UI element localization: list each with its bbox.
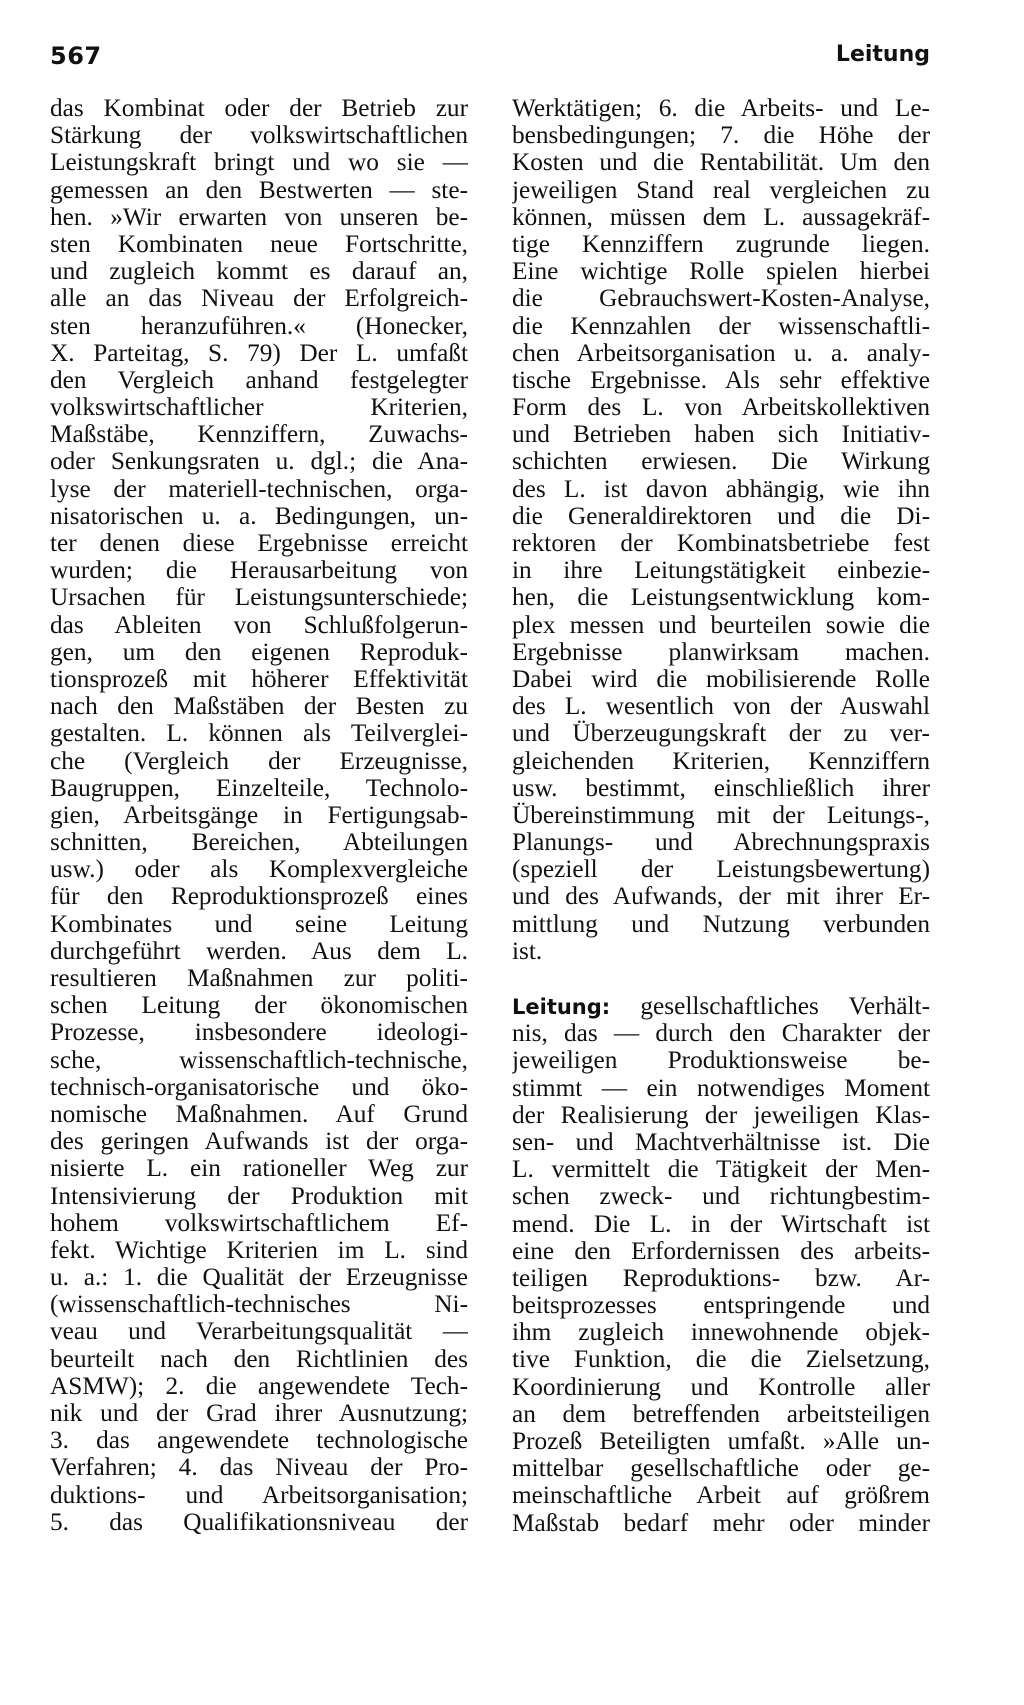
text-line: Werktätigen; 6. die Arbeits- und Le- bbox=[512, 95, 930, 122]
text-line: mittelbar gesellschaftliche oder ge- bbox=[512, 1455, 930, 1483]
text-line: an dem betreffenden arbeitsteiligen bbox=[512, 1400, 930, 1428]
text-line: und zugleich kommt es darauf an, bbox=[50, 258, 468, 286]
text-line: tive Funktion, die die Zielsetzung, bbox=[512, 1346, 930, 1374]
right-column-paragraph-1 bbox=[512, 95, 930, 965]
text-line: gleichenden Kriterien, Kennziffern bbox=[512, 747, 930, 775]
text-line: Ergebnisse planwirksam machen. bbox=[512, 638, 930, 666]
text-line: Maßstab bedarf mehr oder minder bbox=[512, 1509, 930, 1537]
right-text-column bbox=[512, 95, 930, 1537]
entry-first-line-text: gesellschaftliches Verhält- bbox=[640, 993, 930, 1020]
text-line: können, müssen dem L. aussagekräf- bbox=[512, 203, 930, 231]
text-line: in ihre Leitungstätigkeit einbezie- bbox=[512, 557, 930, 585]
text-line: sten Kombinaten neue Fortschritte, bbox=[50, 230, 468, 258]
right-column-paragraph-2 bbox=[512, 1020, 930, 1537]
text-line: hohem volkswirtschaftlichem Ef- bbox=[50, 1209, 468, 1237]
text-line: ter denen diese Ergebnisse erreicht bbox=[50, 530, 468, 557]
running-head: Leitung bbox=[835, 42, 930, 67]
text-line: usw.) oder als Komplexvergleiche bbox=[50, 856, 468, 884]
text-line: 3. das angewendete technologische bbox=[50, 1427, 468, 1455]
text-line: Intensivierung der Produktion mit bbox=[50, 1182, 468, 1210]
text-line: Stärkung der volkswirtschaftlichen bbox=[50, 122, 468, 150]
text-line: schnitten, Bereichen, Abteilungen bbox=[50, 829, 468, 857]
left-text-column bbox=[50, 95, 468, 1536]
text-line: schen Leitung der ökonomischen bbox=[50, 992, 468, 1020]
text-line: des L. ist davon abhängig, wie ihn bbox=[512, 475, 930, 503]
text-line: des geringen Aufwands ist der orga- bbox=[50, 1128, 468, 1156]
text-line: volkswirtschaftlicher Kriterien, bbox=[50, 394, 468, 422]
text-line: und des Aufwands, der mit ihrer Er- bbox=[512, 883, 930, 911]
text-line: gien, Arbeitsgänge in Fertigungsab- bbox=[50, 801, 468, 829]
text-line: tische Ergebnisse. Als sehr effektive bbox=[512, 366, 930, 394]
text-line: die Gebrauchswert-Kosten-Analyse, bbox=[512, 285, 930, 313]
text-line: resultieren Maßnahmen zur politi- bbox=[50, 965, 468, 992]
text-line: gemessen an den Bestwerten — ste- bbox=[50, 176, 468, 204]
text-line: Übereinstimmung mit der Leitungs-, bbox=[512, 801, 930, 829]
text-line: das Kombinat oder der Betrieb zur bbox=[50, 95, 468, 122]
text-line: L. vermittelt die Tätigkeit der Men- bbox=[512, 1156, 930, 1184]
text-line: Dabei wird die mobilisierende Rolle bbox=[512, 665, 930, 693]
text-line: nomische Maßnahmen. Auf Grund bbox=[50, 1100, 468, 1128]
text-line: jeweiligen Produktionsweise be- bbox=[512, 1047, 930, 1075]
text-line: sten heranzuführen.« (Honecker, bbox=[50, 312, 468, 340]
text-line: nis, das — durch den Charakter der bbox=[512, 1020, 930, 1048]
text-line: Form des L. von Arbeitskollektiven bbox=[512, 394, 930, 422]
text-line: nisierte L. ein rationeller Weg zur bbox=[50, 1155, 468, 1183]
text-line: für den Reproduktionsprozeß eines bbox=[50, 883, 468, 911]
page-header bbox=[50, 42, 930, 82]
text-line: Maßstäbe, Kennziffern, Zuwachs- bbox=[50, 421, 468, 449]
text-line: Koordinierung und Kontrolle aller bbox=[512, 1373, 930, 1401]
text-line: Prozeß Beteiligten umfaßt. »Alle un- bbox=[512, 1428, 930, 1455]
text-line: (speziell der Leistungsbewertung) bbox=[512, 856, 930, 884]
text-line: tionsprozeß mit höherer Effektivität bbox=[50, 665, 468, 693]
text-line: tige Kennziffern zugrunde liegen. bbox=[512, 230, 930, 258]
text-line: (wissenschaftlich-technisches Ni- bbox=[50, 1291, 468, 1319]
text-line: alle an das Niveau der Erfolgreich- bbox=[50, 285, 468, 313]
text-line: beitsprozesses entspringende und bbox=[512, 1292, 930, 1320]
text-line: gen, um den eigenen Reproduk- bbox=[50, 638, 468, 666]
text-line: das Ableiten von Schlußfolgerun- bbox=[50, 611, 468, 639]
text-line: wurden; die Herausarbeitung von bbox=[50, 557, 468, 585]
text-line: Planungs- und Abrechnungspraxis bbox=[512, 829, 930, 857]
text-line: sche, wissenschaftlich-technische, bbox=[50, 1046, 468, 1074]
text-line: beurteilt nach den Richtlinien des bbox=[50, 1345, 468, 1373]
text-line: nach den Maßstäben der Besten zu bbox=[50, 693, 468, 721]
entry-first-line bbox=[512, 993, 930, 1020]
text-line: gestalten. L. können als Teilverglei- bbox=[50, 720, 468, 748]
text-line: Baugruppen, Einzelteile, Technolo- bbox=[50, 774, 468, 802]
text-line: Verfahren; 4. das Niveau der Pro- bbox=[50, 1454, 468, 1482]
text-line: usw. bestimmt, einschließlich ihrer bbox=[512, 774, 930, 802]
text-line: plex messen und beurteilen sowie die bbox=[512, 611, 930, 639]
text-line: fekt. Wichtige Kriterien im L. sind bbox=[50, 1236, 468, 1264]
text-line: duktions- und Arbeitsorganisation; bbox=[50, 1481, 468, 1509]
text-line: und Überzeugungskraft der zu ver- bbox=[512, 720, 930, 748]
paragraph-gap bbox=[512, 965, 930, 993]
text-line: Kombinates und seine Leitung bbox=[50, 910, 468, 938]
text-line: mittlung und Nutzung verbunden bbox=[512, 910, 930, 938]
text-line: Prozesse, insbesondere ideologi- bbox=[50, 1019, 468, 1047]
text-line: oder Senkungsraten u. dgl.; die Ana- bbox=[50, 448, 468, 476]
text-line: meinschaftliche Arbeit auf größrem bbox=[512, 1482, 930, 1510]
text-line: rektoren der Kombinatsbetriebe fest bbox=[512, 530, 930, 557]
text-line: des L. wesentlich von der Auswahl bbox=[512, 693, 930, 721]
text-line: sen- und Machtverhältnisse ist. Die bbox=[512, 1128, 930, 1156]
text-line: ist. bbox=[512, 937, 543, 965]
text-line: eine den Erfordernissen des arbeits- bbox=[512, 1237, 930, 1265]
text-line: den Vergleich anhand festgelegter bbox=[50, 366, 468, 394]
text-line: u. a.: 1. die Qualität der Erzeugnisse bbox=[50, 1264, 468, 1292]
text-line: 5. das Qualifikationsniveau der bbox=[50, 1508, 468, 1536]
text-line: schen zweck- und richtungbestim- bbox=[512, 1183, 930, 1211]
text-line: che (Vergleich der Erzeugnisse, bbox=[50, 747, 468, 775]
text-line: stimmt — ein notwendiges Moment bbox=[512, 1074, 930, 1102]
text-line: lyse der materiell-technischen, orga- bbox=[50, 475, 468, 503]
text-line: hen, die Leistungsentwicklung kom- bbox=[512, 584, 930, 612]
text-line: teiligen Reproduktions- bzw. Ar- bbox=[512, 1264, 930, 1292]
text-line: schichten erwiesen. Die Wirkung bbox=[512, 448, 930, 476]
text-line: mend. Die L. in der Wirtschaft ist bbox=[512, 1210, 930, 1238]
text-line: Ursachen für Leistungsunterschiede; bbox=[50, 584, 468, 612]
text-line: nik und der Grad ihrer Ausnutzung; bbox=[50, 1400, 468, 1427]
text-line: Eine wichtige Rolle spielen hierbei bbox=[512, 258, 930, 286]
text-line: chen Arbeitsorganisation u. a. analy- bbox=[512, 339, 930, 367]
text-line: nisatorischen u. a. Bedingungen, un- bbox=[50, 502, 468, 530]
text-line: durchgeführt werden. Aus dem L. bbox=[50, 937, 468, 965]
text-line: Leistungskraft bringt und wo sie — bbox=[50, 149, 468, 177]
text-line: jeweiligen Stand real vergleichen zu bbox=[512, 176, 930, 204]
text-line: ASMW); 2. die angewendete Tech- bbox=[50, 1372, 468, 1400]
text-line: bensbedingungen; 7. die Höhe der bbox=[512, 122, 930, 150]
text-line: ihm zugleich innewohnende objek- bbox=[512, 1319, 930, 1347]
text-line: veau und Verarbeitungsqualität — bbox=[50, 1318, 468, 1346]
text-line: die Kennzahlen der wissenschaftli- bbox=[512, 312, 930, 340]
text-line: hen. »Wir erwarten von unseren be- bbox=[50, 203, 468, 231]
text-line: und Betrieben haben sich Initiativ- bbox=[512, 421, 930, 449]
text-line: der Realisierung der jeweiligen Klas- bbox=[512, 1101, 930, 1129]
text-line: X. Parteitag, S. 79) Der L. umfaßt bbox=[50, 339, 468, 367]
page-number: 567 bbox=[50, 42, 102, 70]
entry-headword: Leitung: bbox=[512, 995, 611, 1019]
text-line: Kosten und die Rentabilität. Um den bbox=[512, 149, 930, 177]
text-line: die Generaldirektoren und die Di- bbox=[512, 502, 930, 530]
text-line: technisch-organisatorische und öko- bbox=[50, 1073, 468, 1101]
